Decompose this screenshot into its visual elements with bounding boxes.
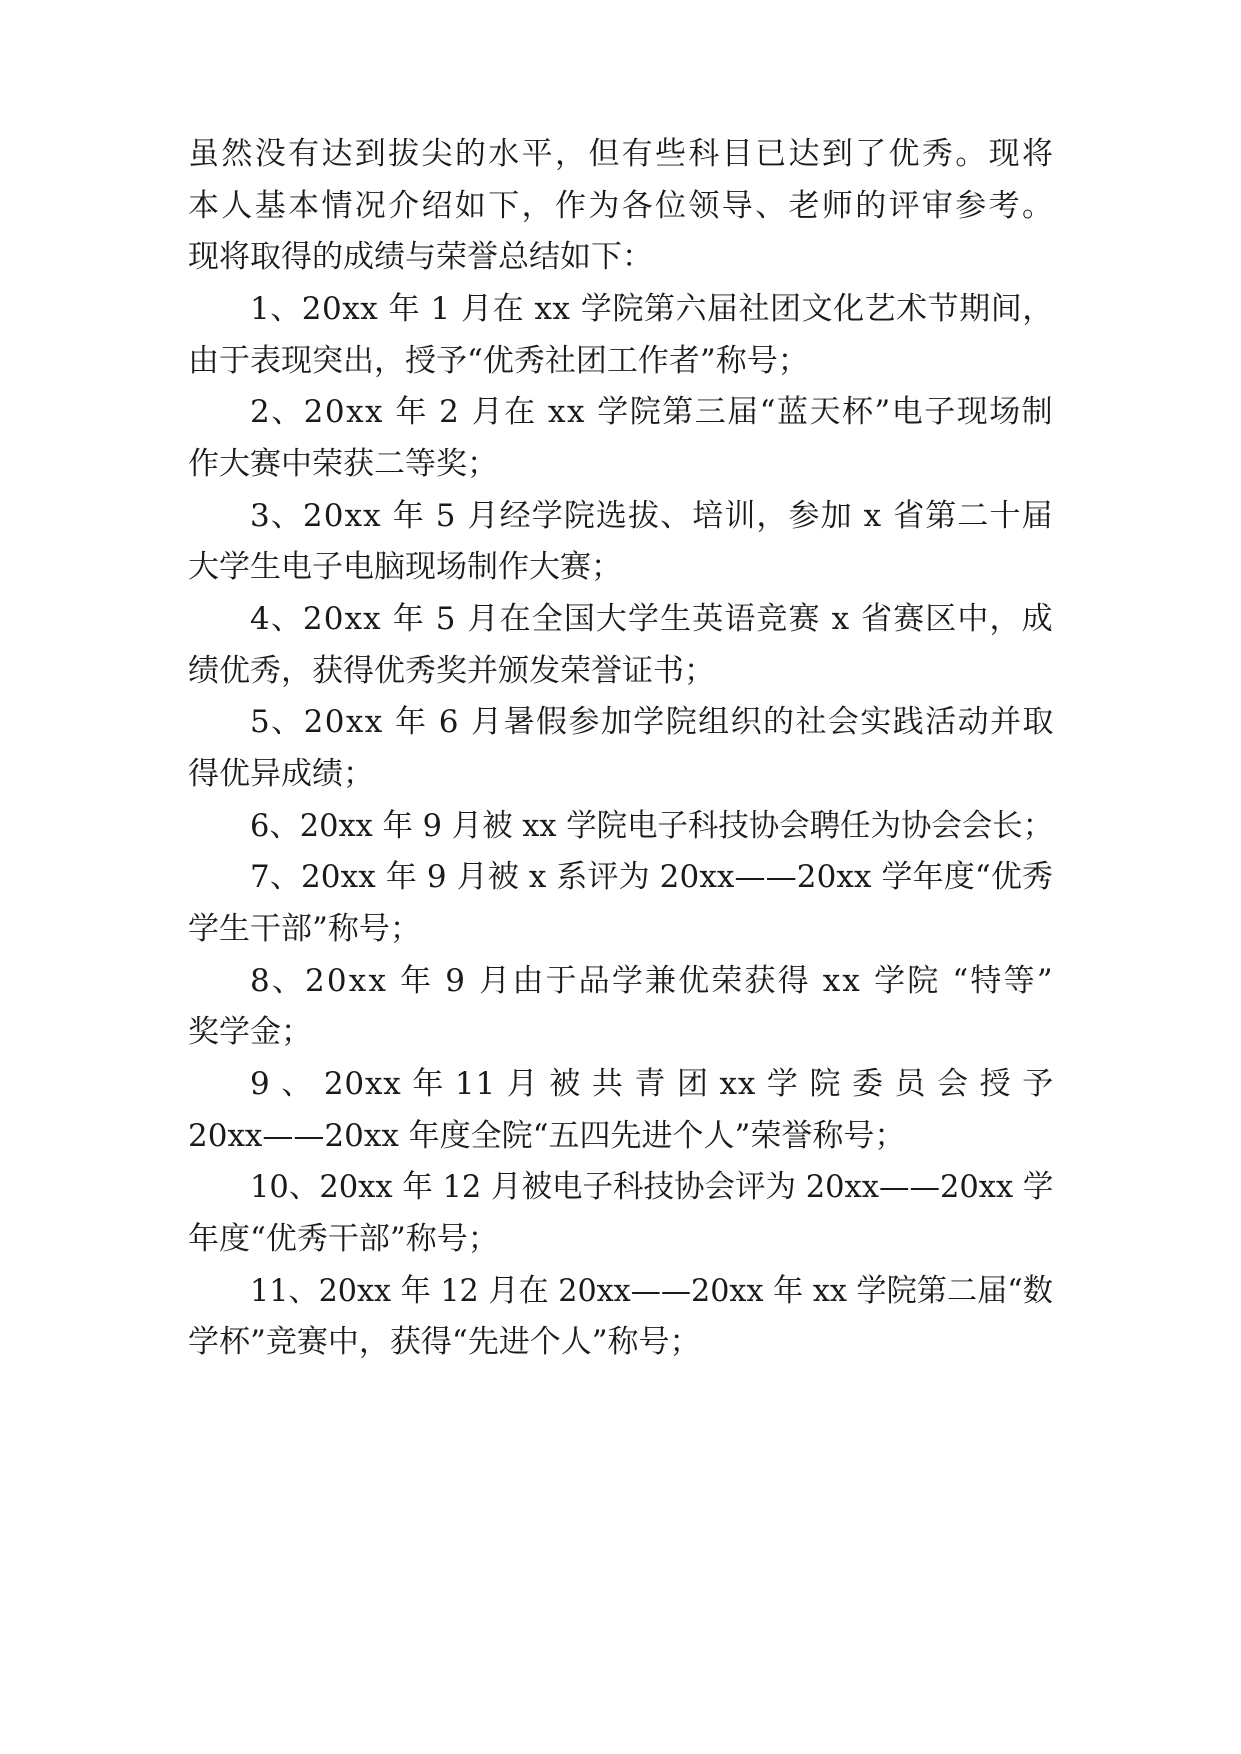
list-item-2-line-1: 2、20xx 年 2 月在 xx 学院第三届“蓝天杯”电子现场制 — [250, 394, 1055, 430]
list-item-1-line-2: 由于表现突出，授予“优秀社团工作者”称号； — [188, 343, 809, 379]
list-item-11-line-1: 11、20xx 年 12 月在 20xx——20xx 年 xx 学院第二届“数 — [250, 1273, 1053, 1309]
list-item-5-line-1: 5、20xx 年 6 月暑假参加学院组织的社会实践活动并取 — [250, 704, 1055, 740]
list-item-7-line-2: 学生干部”称号； — [188, 911, 421, 947]
list-item-5-line-2: 得优异成绩； — [188, 756, 374, 792]
list-item-8-line-1: 8、20xx 年 9 月由于品学兼优荣获得 xx 学院 “特等” — [250, 963, 1055, 999]
list-item-6-line-1: 6、20xx 年 9 月被 xx 学院电子科技协会聘任为协会会长； — [250, 808, 1054, 844]
list-item-2-line-2: 作大赛中荣获二等奖； — [188, 446, 498, 482]
list-item-9-line-2: 20xx——20xx 年度全院“五四先进个人”荣誉称号； — [188, 1118, 906, 1154]
list-item-8-line-2: 奖学金； — [188, 1014, 312, 1050]
text-line: 本人基本情况介绍如下，作为各位领导、老师的评审参考。 — [188, 188, 1056, 224]
list-item-3-line-1: 3、20xx 年 5 月经学院选拔、培训，参加 x 省第二十届 — [250, 498, 1054, 534]
list-item-3-line-2: 大学生电子电脑现场制作大赛； — [188, 549, 622, 585]
list-item-4-line-2: 绩优秀，获得优秀奖并颁发荣誉证书； — [188, 653, 715, 689]
list-item-7-line-1: 7、20xx 年 9 月被 x 系评为 20xx——20xx 学年度“优秀 — [250, 859, 1054, 895]
list-item-4-line-1: 4、20xx 年 5 月在全国大学生英语竞赛 x 省赛区中，成 — [250, 601, 1054, 637]
list-item-1-line-1: 1、20xx 年 1 月在 xx 学院第六届社团文化艺术节期间， — [250, 291, 1054, 327]
list-item-9-line-1: 9 、 20xx 年 11 月 被 共 青 团 xx 学 院 委 员 会 授 予 — [250, 1066, 1055, 1102]
list-item-10-line-2: 年度“优秀干部”称号； — [188, 1221, 499, 1257]
list-item-11-line-2: 学杯”竞赛中，获得“先进个人”称号； — [188, 1324, 701, 1360]
text-line: 现将取得的成绩与荣誉总结如下： — [188, 239, 653, 275]
list-item-10-line-1: 10、20xx 年 12 月被电子科技协会评为 20xx——20xx 学 — [250, 1169, 1054, 1205]
text-line: 虽然没有达到拔尖的水平，但有些科目已达到了优秀。现将 — [188, 136, 1056, 172]
